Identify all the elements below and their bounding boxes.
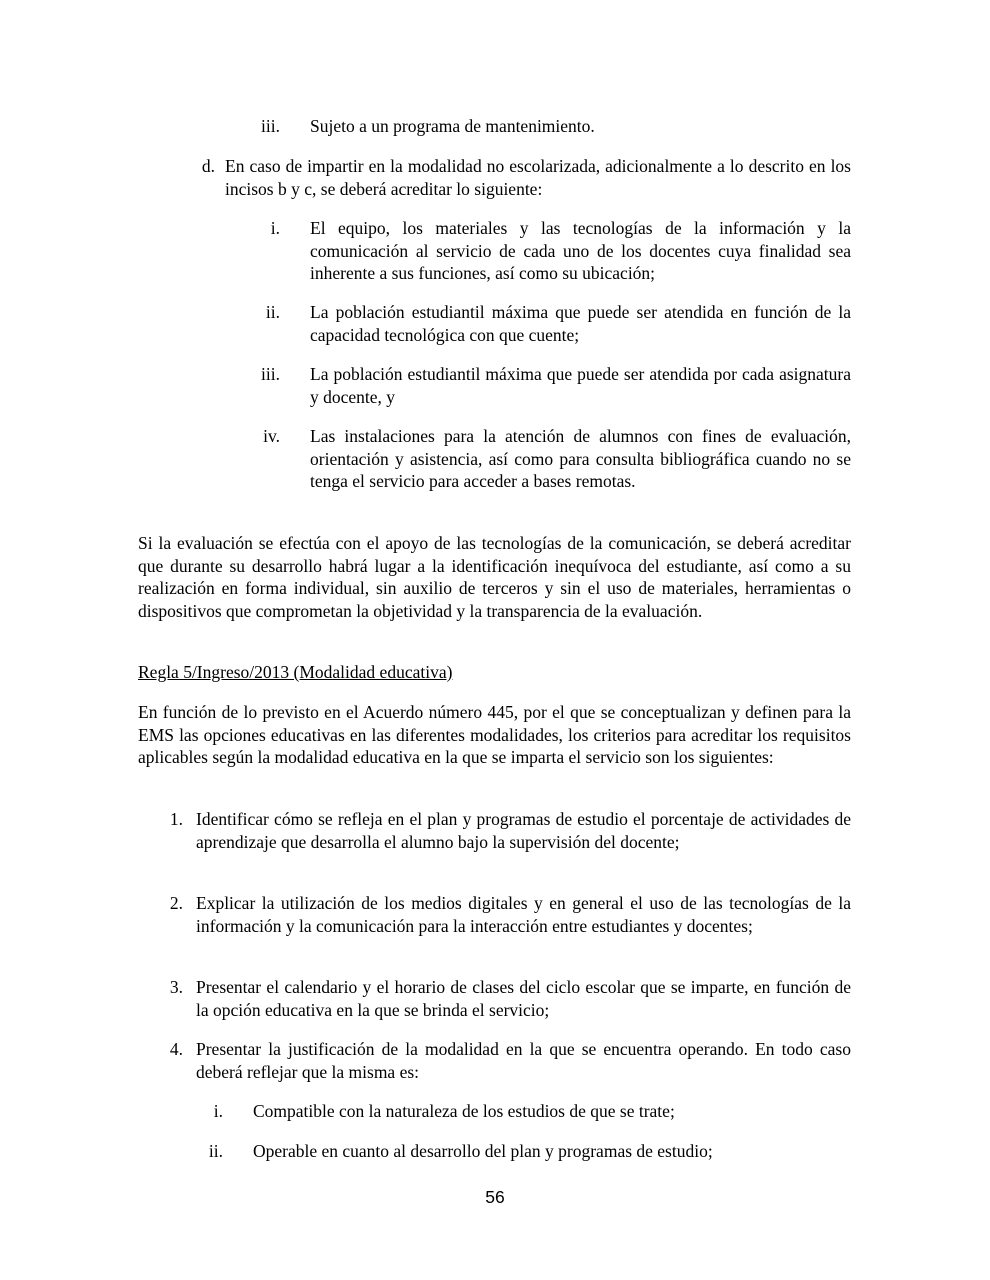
- list-item-text: La población estudiantil máxima que puede ser atendida por cada asignatura y docente, y: [310, 364, 851, 407]
- list-marker: d.: [201, 156, 215, 176]
- list-marker: iii.: [261, 364, 280, 384]
- list-item-text: Explicar la utilización de los medios digitales y en general el uso de las tecnologías de la información y la comunicación para la interacción entre estudiantes y docentes;: [196, 893, 851, 936]
- list-marker: iii.: [261, 116, 280, 136]
- list-item-text: Identificar cómo se refleja en el plan y programas de estudio el porcentaje de actividades de aprendizaje que desarrolla el alumno bajo la supervisión del docente;: [196, 809, 851, 852]
- list-marker: i.: [213, 1101, 223, 1121]
- paragraph-evaluation: [138, 532, 851, 622]
- list-marker: iv.: [263, 426, 280, 446]
- list-item-text: Presentar la justificación de la modalidad en la que se encuentra operando. En todo caso deberá reflejar que la misma es:: [196, 1039, 851, 1082]
- list-item-text: Compatible con la naturaleza de los estudios de que se trate;: [253, 1101, 675, 1121]
- list-marker: 4.: [169, 1039, 183, 1059]
- paragraph-text: Si la evaluación se efectúa con el apoyo de las tecnologías de la comunicación, se deberá acreditar que durante su desarrollo habrá lugar a la identificación inequívoca del estudiante, así como a su realización en forma individual, sin auxilio de terceros y sin el uso de materiales, herramientas o dispositivos que comprometan la objetividad y la transparencia de la evaluación.: [138, 533, 851, 621]
- list-marker: i.: [270, 218, 280, 238]
- paragraph-text: En función de lo previsto en el Acuerdo número 445, por el que se conceptualizan y definen para la EMS las opciones educativas en las diferentes modalidades, los criterios para acreditar los requisitos aplicables según la modalidad educativa en la que se imparta el servicio son los siguientes:: [138, 702, 851, 767]
- rule-heading: Regla 5/Ingreso/2013 (Modalidad educativa): [138, 662, 453, 682]
- list-marker: 1.: [169, 809, 183, 829]
- page-number: 56: [485, 1187, 505, 1207]
- list-marker: 2.: [169, 893, 183, 913]
- list-item-text: Las instalaciones para la atención de alumnos con fines de evaluación, orientación y asistencia, así como para consulta bibliográfica cuando no se tenga el servicio para acceder a bases remotas.: [310, 426, 851, 491]
- list-item-text: Operable en cuanto al desarrollo del plan y programas de estudio;: [253, 1141, 713, 1161]
- paragraph-intro: [138, 701, 851, 769]
- list-item-text: El equipo, los materiales y las tecnologías de la información y la comunicación al servicio de cada uno de los docentes cuya finalidad sea inherente a sus funciones, así como su ubicación;: [310, 218, 851, 283]
- list-marker: ii.: [265, 302, 280, 322]
- list-item-text: La población estudiantil máxima que puede ser atendida en función de la capacidad tecnológica con que cuente;: [310, 302, 851, 345]
- list-item-text: En caso de impartir en la modalidad no escolarizada, adicionalmente a lo descrito en los incisos b y c, se deberá acreditar lo siguiente:: [225, 156, 851, 199]
- list-marker: 3.: [169, 977, 183, 997]
- list-marker: ii.: [208, 1141, 223, 1161]
- list-item-text: Sujeto a un programa de mantenimiento.: [310, 116, 595, 136]
- list-item-text: Presentar el calendario y el horario de clases del ciclo escolar que se imparte, en función de la opción educativa en la que se brinda el servicio;: [196, 977, 851, 1020]
